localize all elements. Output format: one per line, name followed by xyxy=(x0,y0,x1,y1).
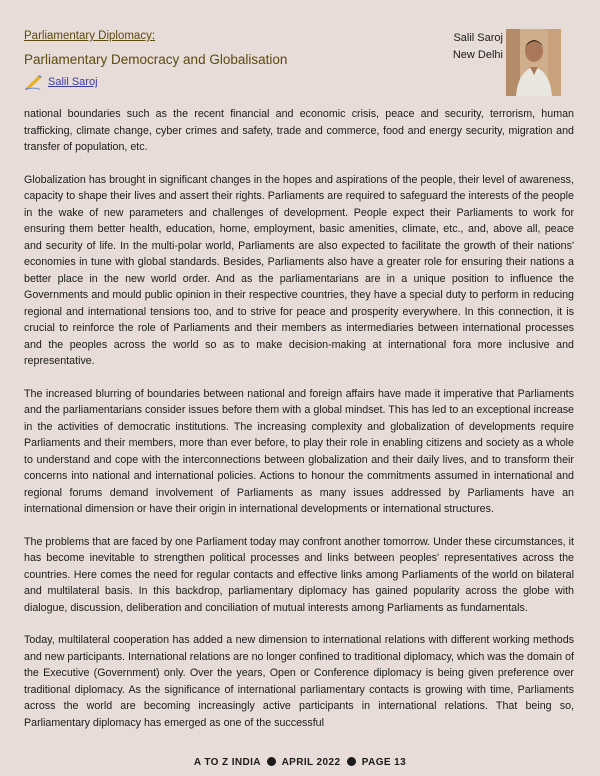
byline-city: New Delhi xyxy=(452,49,503,61)
author-link[interactable]: Salil Saroj xyxy=(48,76,98,88)
bullet-dot-icon xyxy=(347,757,356,766)
article-header xyxy=(0,0,600,100)
paragraph: Today, multilateral cooperation has added a new dimension to international relations with different working methods and new participants. International relations are no longer confined to traditional diplomacy, which was the domain of the Executive (Government) only. Over the years, Open or Conference diplomacy is being given preference over traditional diplomacy. As the significance of international parliamentary contacts is growing with time, Parliaments across the world are becoming increasingly active participants in international relations. That being so, Parliamentary diplomacy has emerged as one of the successful xyxy=(24,634,574,729)
footer-page: PAGE 13 xyxy=(361,757,407,768)
article-body xyxy=(24,106,574,747)
page-footer xyxy=(0,757,600,768)
paragraph: Globalization has brought in significant changes in the hopes and aspirations of the people, their level of awareness, capacity to shape their lives and assert their rights. Parliaments are required to safeguard the interests of the people in the wake of new parameters and challenges of development. People expect their Parliaments to work for ensuring them better health, education, home, employment, basic amenities, climate, etc., and, above all, peace and security of life. In the multi-polar world, Parliaments are also expected to facilitate the growth of their nations' economies in tune with global standards. Besides, Parliaments also have a greater role for ensuring their nations a better place in the new world order. And as the parliamentarians are in a unique position to influence the Governments and mould public opinion in their respective countries, they have a special duty to perform in reducing regional and international tensions too, and to strive for peace and prosperity everywhere. In this connection, it is crucial to reinforce the role of Parliaments and their members as intermediaries between international processes and the peoples across the world so as to make decision-making at international fora more inclusive and representative. xyxy=(24,173,574,367)
bullet-dot-icon xyxy=(267,757,276,766)
byline xyxy=(453,30,503,64)
author-row xyxy=(24,74,98,90)
paragraph: The increased blurring of boundaries between national and foreign affairs have made it imperative that Parliaments and the parliamentarians consider issues before them with a global mindset. This has led to an exceptional increase in the activities of democratic institutions. The increasing complexity and globalization of developments require Parliaments and their members, more than ever before, to play their role in enabling citizens and society as a whole to understand and cope with the interconnections between globalization and their daily lives, and to transform their concerns into national and international policies. Actions to honour the commitments assumed in international and regional forums demand involvement of Parliaments as many issues addressed by Parliaments have an international dimension or have their origin in international developments or international structures. xyxy=(24,387,574,515)
author-photo xyxy=(506,29,561,96)
paragraph: national boundaries such as the recent financial and economic crisis, peace and security, terrorism, human trafficking, climate change, cyber crimes and safety, trade and commerce, food and energy security, migration and transfer of population, etc. xyxy=(24,108,574,153)
footer-magazine: A TO Z INDIA xyxy=(193,757,261,768)
section-label[interactable]: Parliamentary Diplomacy: xyxy=(24,30,156,42)
byline-name: Salil Saroj xyxy=(453,32,503,44)
pen-icon xyxy=(24,74,44,90)
footer-issue: APRIL 2022 xyxy=(281,757,341,768)
article-title: Parliamentary Democracy and Globalisation xyxy=(24,52,288,67)
paragraph: The problems that are faced by one Parliament today may confront another tomorrow. Under these circumstances, it has become inevitable to strengthen political processes and links between peoples' representatives across the countries. Here comes the need for regular contacts and effective links among Parliaments of the world on bilateral and multilateral basis. In this backdrop, parliamentary diplomacy has gained popularity across the globe with dialogue, discussion, deliberation and conciliation of mutual interests among Parliaments as fundamentals. xyxy=(24,535,574,614)
